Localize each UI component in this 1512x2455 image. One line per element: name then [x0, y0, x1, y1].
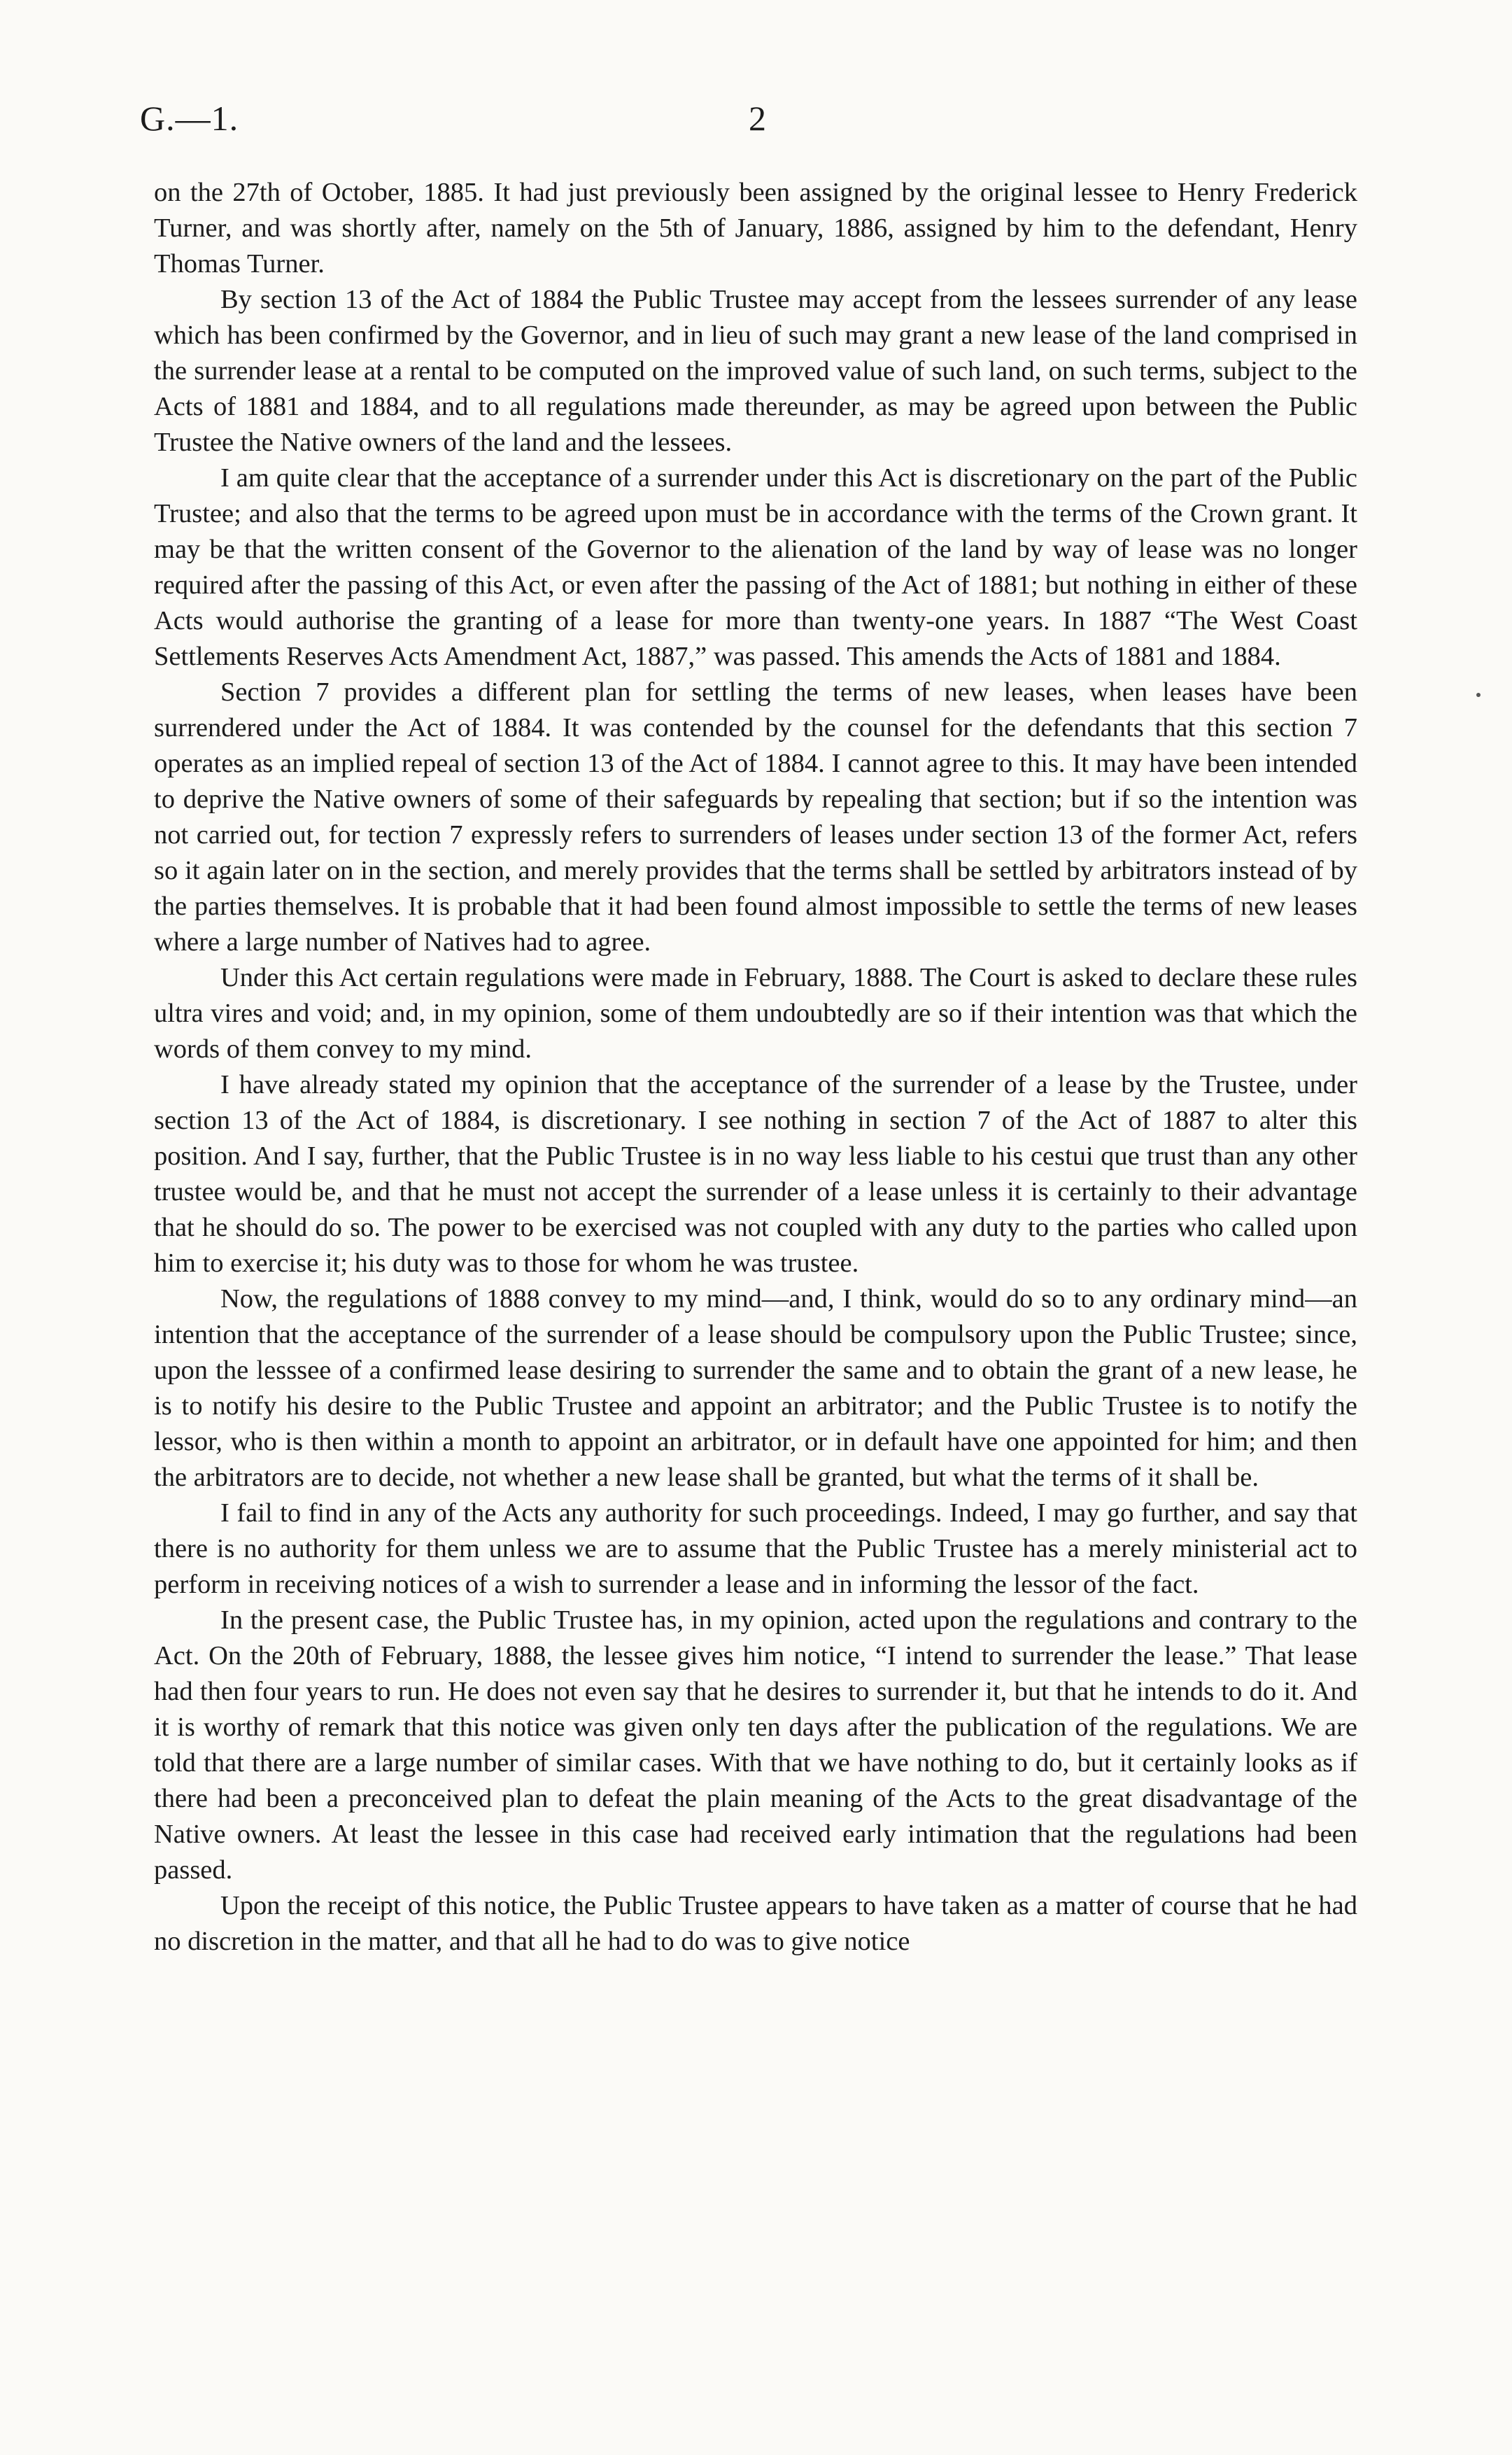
paragraph-7: Now, the regulations of 1888 convey to my mind—and, I think, would do so to any ordinary mind—an intention that the acceptance of the surrender of a lease should be compulsory upon the Public Trustee; since, upon the lesssee of a confirmed lease desiring to surrender the same and to obtain the grant of a new lease, he is to notify his desire to the Public Trustee and appoint an arbitrator; and the Public Trustee is to notify the lessor, who is then within a month to appoint an arbitrator, or in default have one appointed for him; and then the arbitrators are to decide, not whether a new lease shall be granted, but what the terms of it shall be. [154, 1284, 1357, 1492]
page-header [140, 98, 1371, 154]
paragraph-3: I am quite clear that the acceptance of a surrender under this Act is discretionary on the part of the Public Trustee; and also that the terms to be agreed upon must be in accordance with the terms of the Crown grant. It may be that the written consent of the Governor to the alienation of the land by way of lease was no longer required after the passing of this Act, or even after the passing of the Act of 1881; but nothing in either of these Acts would authorise the granting of a lease for more than twenty-one years. In 1887 “The West Coast Settlements Reserves Acts Amendment Act, 1887,” was passed. This amends the Acts of 1881 and 1884. [154, 463, 1357, 671]
paragraph-5: Under this Act certain regulations were made in February, 1888. The Court is asked to declare these rules ultra vires and void; and, in my opinion, some of them undoubtedly are so if their intention was that which the words of them convey to my mind. [154, 963, 1357, 1064]
paragraph-10: Upon the receipt of this notice, the Public Trustee appears to have taken as a matter of course that he had no discretion in the matter, and that all he had to do was to give notice [154, 1891, 1357, 1956]
paragraph-9: In the present case, the Public Trustee has, in my opinion, acted upon the regulations and contrary to the Act. On the 20th of February, 1888, the lessee gives him notice, “I intend to surrender the lease.” That lease had then four years to run. He does not even say that he desires to surrender it, but that he intends to do it. And it is worthy of remark that this notice was given only ten days after the publication of the regulations. We are told that there are a large number of similar cases. With that we have nothing to do, but it certainly looks as if there had been a preconceived plan to defeat the plain meaning of the Acts to the great disadvantage of the Native owners. At least the lessee in this case had received early intimation that the regulations had been passed. [154, 1605, 1357, 1885]
margin-dot [1476, 693, 1481, 697]
paragraph-2: By section 13 of the Act of 1884 the Public Trustee may accept from the lessees surrender of any lease which has been confirmed by the Governor, and in lieu of such may grant a new lease of the land comprised in the surrender lease at a rental to be computed on the improved value of such land, on such terms, subject to the Acts of 1881 and 1884, and to all regulations made thereunder, as may be agreed upon between the Public Trustee the Native owners of the land and the lessees. [154, 285, 1357, 457]
body-text [154, 175, 1357, 1960]
paragraph-4: Section 7 provides a different plan for settling the terms of new leases, when leases have been surrendered under the Act of 1884. It was contended by the counsel for the defendants that this section 7 operates as an implied repeal of section 13 of the Act of 1884. I cannot agree to this. It may have been intended to deprive the Native owners of some of their safeguards by repealing that section; but if so the intention was not carried out, for tection 7 expressly refers to surrenders of leases under section 13 of the former Act, refers so it again later on in the section, and merely provides that the terms shall be settled by arbitrators instead of by the parties themselves. It is probable that it had been found almost impossible to settle the terms of new leases where a large number of Natives had to agree. [154, 677, 1357, 957]
paragraph-1: on the 27th of October, 1885. It had just previously been assigned by the original lessee to Henry Frederick Turner, and was shortly after, namely on the 5th of January, 1886, assigned by him to the defendant, Henry Thomas Turner. [154, 178, 1357, 279]
page-number: 2 [749, 99, 766, 138]
paragraph-8: I fail to find in any of the Acts any authority for such proceedings. Indeed, I may go further, and say that there is no authority for them unless we are to assume that the Public Trustee has a merely ministerial act to perform in receiving notices of a wish to surrender a lease and in informing the lessor of the fact. [154, 1498, 1357, 1599]
paragraph-6: I have already stated my opinion that the acceptance of the surrender of a lease by the Trustee, under section 13 of the Act of 1884, is discretionary. I see nothing in section 7 of the Act of 1887 to alter this position. And I say, further, that the Public Trustee is in no way less liable to his cestui que trust than any other trustee would be, and that he must not accept the surrender of a lease unless it is certainly to their advantage that he should do so. The power to be exercised was not coupled with any duty to the parties who called upon him to exercise it; his duty was to those for whom he was trustee. [154, 1070, 1357, 1278]
document-reference: G.—1. [140, 99, 239, 138]
